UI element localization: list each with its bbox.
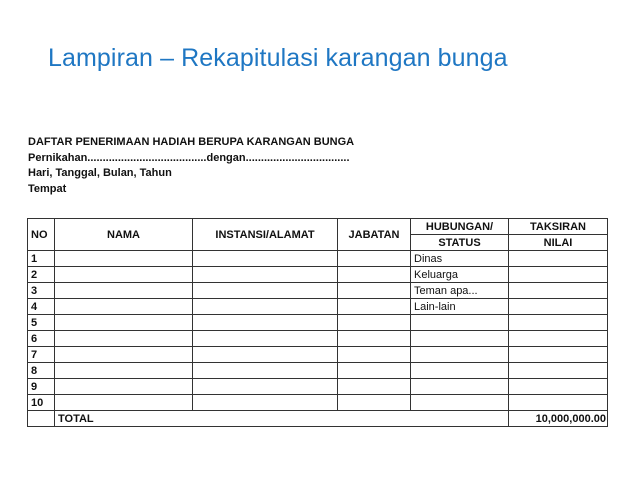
table-row: [28, 299, 608, 315]
header-instansi: INSTANSI/ALAMAT: [193, 219, 338, 251]
table-row: [28, 331, 608, 347]
row-jabatan: [338, 395, 411, 411]
row-no: 9: [28, 379, 55, 395]
row-relation: Lain-lain: [411, 299, 509, 315]
row-value: [509, 395, 608, 411]
document-heading: DAFTAR PENERIMAAN HADIAH BERUPA KARANGAN BUNGA: [28, 136, 355, 148]
row-nama: [55, 331, 193, 347]
row-nama: [55, 283, 193, 299]
row-relation: Teman apa...: [411, 283, 509, 299]
row-relation: [411, 347, 509, 363]
row-no: 4: [28, 299, 55, 315]
row-value: [509, 267, 608, 283]
row-instansi: [193, 267, 338, 283]
row-nama: [55, 251, 193, 267]
header-no: NO: [28, 219, 55, 251]
row-value: [509, 363, 608, 379]
row-instansi: [193, 283, 338, 299]
document-header: [28, 135, 354, 197]
row-value: [509, 315, 608, 331]
row-relation: [411, 395, 509, 411]
table-row: [28, 347, 608, 363]
date-line: Hari, Tanggal, Bulan, Tahun: [28, 167, 172, 179]
row-jabatan: [338, 251, 411, 267]
table-row: [28, 251, 608, 267]
row-relation: [411, 331, 509, 347]
row-instansi: [193, 363, 338, 379]
recap-table: [27, 218, 608, 427]
row-nama: [55, 395, 193, 411]
row-no: 8: [28, 363, 55, 379]
row-no: 7: [28, 347, 55, 363]
row-jabatan: [338, 379, 411, 395]
row-nama: [55, 299, 193, 315]
total-row: [28, 411, 608, 427]
row-instansi: [193, 315, 338, 331]
header-nama: NAMA: [55, 219, 193, 251]
row-nama: [55, 347, 193, 363]
row-instansi: [193, 395, 338, 411]
header-status: STATUS: [411, 235, 509, 251]
row-jabatan: [338, 363, 411, 379]
row-jabatan: [338, 331, 411, 347]
row-relation: [411, 363, 509, 379]
row-jabatan: [338, 299, 411, 315]
row-relation: Keluarga: [411, 267, 509, 283]
row-value: [509, 379, 608, 395]
marriage-line: Pernikahan.......................................dengan..................................: [28, 151, 350, 164]
total-no-cell: [28, 411, 55, 427]
row-relation: [411, 315, 509, 331]
table-row: [28, 379, 608, 395]
row-jabatan: [338, 315, 411, 331]
header-hubungan: HUBUNGAN/: [411, 219, 509, 235]
row-value: [509, 347, 608, 363]
row-jabatan: [338, 283, 411, 299]
row-nama: [55, 379, 193, 395]
header-taksiran: TAKSIRAN: [509, 219, 608, 235]
row-relation: Dinas: [411, 251, 509, 267]
total-label: TOTAL: [55, 411, 509, 427]
row-value: [509, 331, 608, 347]
row-instansi: [193, 347, 338, 363]
total-value: 10,000,000.00: [509, 411, 608, 427]
row-no: 10: [28, 395, 55, 411]
table-row: [28, 315, 608, 331]
table-row: [28, 283, 608, 299]
row-no: 3: [28, 283, 55, 299]
row-relation: [411, 379, 509, 395]
row-jabatan: [338, 267, 411, 283]
row-nama: [55, 267, 193, 283]
row-jabatan: [338, 347, 411, 363]
row-no: 5: [28, 315, 55, 331]
row-instansi: [193, 251, 338, 267]
row-no: 6: [28, 331, 55, 347]
row-nama: [55, 363, 193, 379]
row-instansi: [193, 331, 338, 347]
slide-title: Lampiran – Rekapitulasi karangan bunga: [48, 44, 508, 72]
row-value: [509, 251, 608, 267]
row-instansi: [193, 299, 338, 315]
table-row: [28, 395, 608, 411]
row-no: 2: [28, 267, 55, 283]
place-line: Tempat: [28, 182, 67, 195]
header-jabatan: JABATAN: [338, 219, 411, 251]
row-instansi: [193, 379, 338, 395]
row-value: [509, 299, 608, 315]
row-no: 1: [28, 251, 55, 267]
row-value: [509, 283, 608, 299]
row-nama: [55, 315, 193, 331]
header-nilai: NILAI: [509, 235, 608, 251]
table-row: [28, 363, 608, 379]
table-row: [28, 267, 608, 283]
